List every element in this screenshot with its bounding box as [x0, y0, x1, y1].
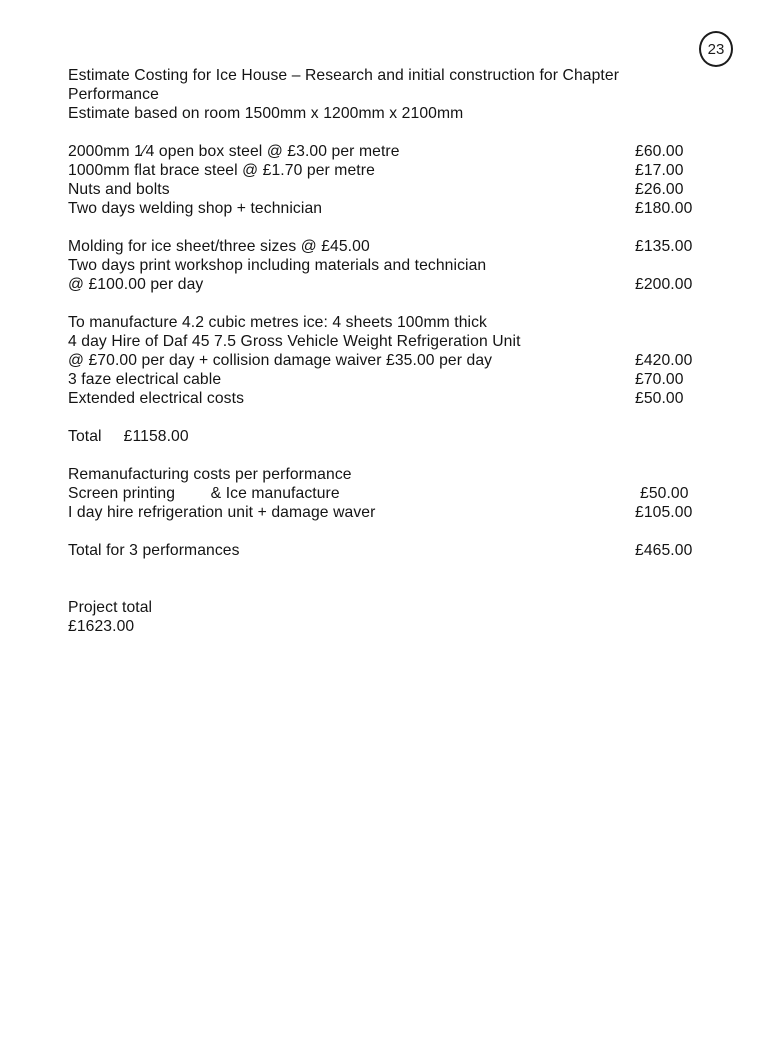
- line-item-description: Screen printing & Ice manufacture: [68, 485, 340, 502]
- subtotal-label: Total: [68, 428, 102, 445]
- performances-total-row: [68, 541, 728, 560]
- project-total-value: £1623.00: [68, 618, 135, 635]
- line-item-description: Two days print workshop including materials and technician: [68, 257, 487, 274]
- spacer: [68, 522, 728, 541]
- line-item-amount: £50.00: [640, 485, 689, 502]
- table-row: [68, 237, 728, 256]
- line-item-description: @ £70.00 per day + collision damage waiver £35.00 per day: [68, 352, 493, 369]
- subtotal-row: [68, 427, 728, 446]
- performances-total-label: Total for 3 performances: [68, 542, 240, 559]
- title-line-2: Performance: [68, 86, 159, 103]
- table-row: [68, 275, 728, 294]
- page-number-badge: [699, 31, 733, 67]
- line-item-amount: £180.00: [635, 200, 693, 217]
- line-item-description: 1000mm flat brace steel @ £1.70 per metre: [68, 162, 375, 179]
- line-item-description: @ £100.00 per day: [68, 276, 204, 293]
- spacer: [68, 123, 728, 142]
- line-item-amount: £420.00: [635, 352, 693, 369]
- table-row: [68, 256, 728, 275]
- table-row: [68, 370, 728, 389]
- line-item-description: 3 faze electrical cable: [68, 371, 222, 388]
- line-item-description: 2000mm 1⁄4 open box steel @ £3.00 per metre: [68, 143, 400, 160]
- line-item-description: Molding for ice sheet/three sizes @ £45.00: [68, 238, 370, 255]
- line-item-description: To manufacture 4.2 cubic metres ice: 4 sheets 100mm thick: [68, 314, 487, 331]
- table-row: [68, 142, 728, 161]
- page-number: 23: [707, 40, 725, 58]
- line-item-amount: £50.00: [635, 390, 684, 407]
- spacer: [68, 446, 728, 465]
- table-row: [68, 484, 728, 503]
- line-item-description: Nuts and bolts: [68, 181, 170, 198]
- document-content: [68, 66, 728, 636]
- table-row: [68, 161, 728, 180]
- table-row: [68, 351, 728, 370]
- line-item-description: I day hire refrigeration unit + damage waver: [68, 504, 376, 521]
- line-item-amount: £17.00: [635, 162, 684, 179]
- spacer: [68, 408, 728, 427]
- line-item-amount: £105.00: [635, 504, 693, 521]
- project-total-label: Project total: [68, 599, 153, 616]
- line-item-amount: £135.00: [635, 238, 693, 255]
- spacer: [68, 218, 728, 237]
- spacer: [68, 294, 728, 313]
- line-item-description: Extended electrical costs: [68, 390, 245, 407]
- section-heading: Remanufacturing costs per performance: [68, 466, 352, 483]
- title-line-1: Estimate Costing for Ice House – Research and initial construction for Chapter: [68, 67, 620, 84]
- line-item-amount: £60.00: [635, 143, 684, 160]
- line-item-amount: £70.00: [635, 371, 684, 388]
- table-row: [68, 389, 728, 408]
- table-row: [68, 180, 728, 199]
- subtotal-value: £1158.00: [123, 428, 189, 445]
- spacer: [68, 560, 728, 598]
- section-heading-row: [68, 465, 728, 484]
- line-item-description: Two days welding shop + technician: [68, 200, 323, 217]
- performances-total-value: £465.00: [635, 542, 693, 559]
- table-row: [68, 503, 728, 522]
- table-row: [68, 199, 728, 218]
- line-item-description: 4 day Hire of Daf 45 7.5 Gross Vehicle Weight Refrigeration Unit: [68, 333, 521, 350]
- line-item-amount: £200.00: [635, 276, 693, 293]
- table-row: [68, 332, 728, 351]
- table-row: [68, 313, 728, 332]
- subtitle: Estimate based on room 1500mm x 1200mm x 2100mm: [68, 105, 464, 122]
- line-item-amount: £26.00: [635, 181, 684, 198]
